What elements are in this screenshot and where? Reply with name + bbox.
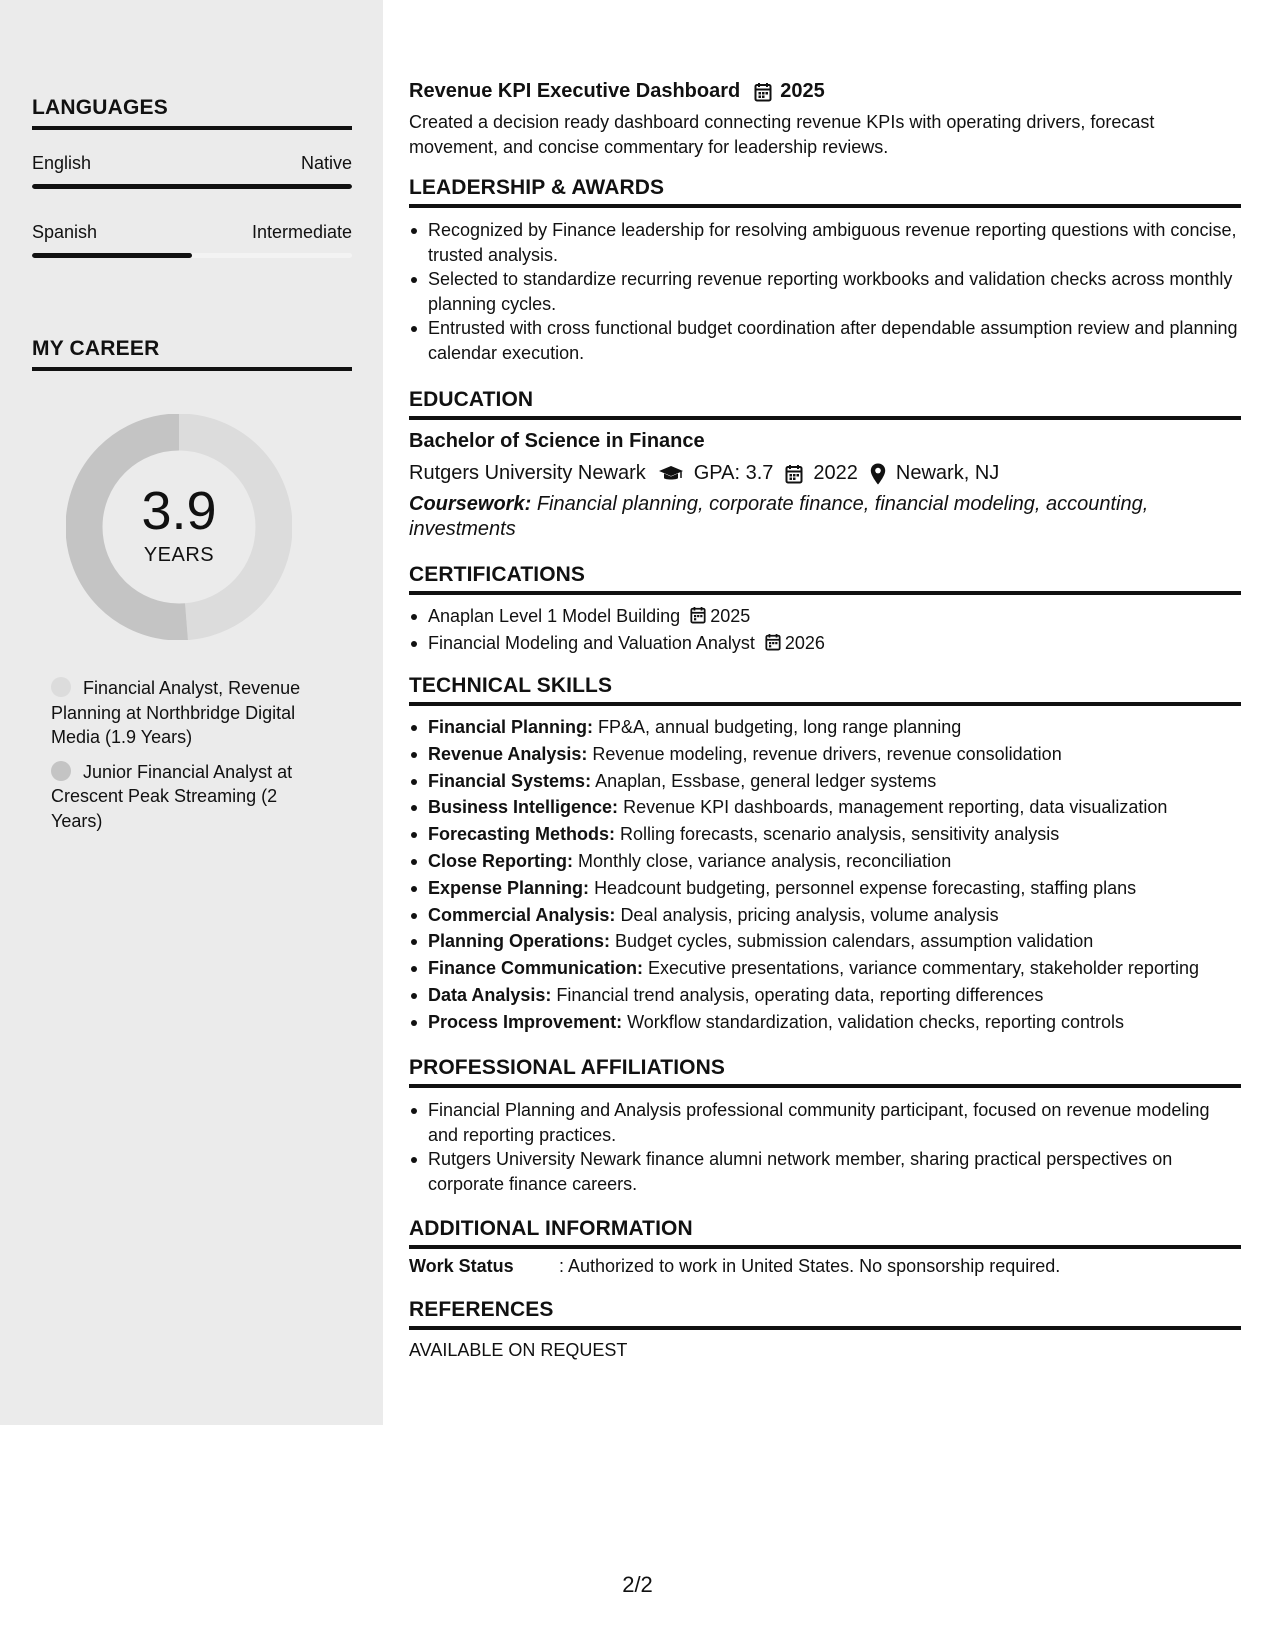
list-item: Selected to standardize recurring revenue reporting workbooks and validation checks across monthly planning cycles.: [409, 267, 1241, 316]
language-proficiency-bar: [32, 253, 352, 258]
page-number: 2/2: [622, 1572, 653, 1597]
language-proficiency-bar: [32, 184, 352, 189]
additional-info-heading: ADDITIONAL INFORMATION: [409, 1217, 1241, 1249]
skill-value: Rolling forecasts, scenario analysis, sensitivity analysis: [620, 824, 1060, 845]
legend-dot-icon: [51, 677, 71, 697]
certifications-list: [409, 604, 1241, 655]
career-legend-item: [51, 676, 321, 750]
location-pin-icon: [870, 463, 886, 485]
skill-label: Close Reporting:: [428, 850, 574, 871]
career-total-years: 3.9: [141, 480, 217, 541]
project-title-line: [409, 80, 825, 103]
list-item: [409, 982, 1241, 1009]
certification-name: Anaplan Level 1 Model Building: [428, 606, 681, 626]
list-item: [409, 902, 1241, 929]
skill-label: Financial Systems:: [428, 770, 592, 791]
skill-value: Headcount budgeting, personnel expense forecasting, staffing plans: [594, 877, 1137, 898]
references-heading: REFERENCES: [409, 1298, 1241, 1330]
leadership-list: [409, 218, 1241, 365]
list-item: [409, 928, 1241, 955]
languages-rule: [32, 126, 352, 130]
career-rule: [32, 367, 352, 371]
list-item: [409, 848, 1241, 875]
school-name: Rutgers University Newark: [409, 462, 646, 484]
language-row: [32, 153, 352, 174]
list-item: [409, 875, 1241, 902]
list-item: [409, 821, 1241, 848]
references-text: AVAILABLE ON REQUEST: [409, 1340, 628, 1360]
skill-label: Expense Planning:: [428, 877, 590, 898]
skill-value: FP&A, annual budgeting, long range planning: [598, 717, 962, 737]
skill-label: Finance Communication:: [428, 958, 644, 979]
skill-label: Business Intelligence:: [428, 797, 619, 818]
list-item: [409, 768, 1241, 795]
certification-year: 2026: [784, 632, 825, 653]
career-years-unit: YEARS: [143, 543, 215, 566]
list-item: [409, 631, 1241, 656]
list-item: [409, 1009, 1241, 1036]
career-legend-label: Financial Analyst, Revenue Planning at Northbridge Digital Media (1.9 Years): [51, 678, 301, 747]
project-year: 2025: [780, 80, 825, 102]
skill-value: Executive presentations, variance commentary, stakeholder reporting: [648, 958, 1199, 979]
school-location: Newark, NJ: [895, 462, 1000, 484]
work-status-label: Work Status: [409, 1256, 514, 1276]
affiliations-list: [409, 1098, 1241, 1196]
project-title: Revenue KPI Executive Dashboard: [409, 80, 741, 102]
work-status: [409, 1256, 1060, 1277]
calendar-icon: [785, 464, 803, 484]
list-item: [409, 741, 1241, 768]
calendar-icon: [690, 606, 706, 624]
skills-list: [409, 714, 1241, 1036]
career-legend-item: [51, 760, 321, 834]
career-legend-label: Junior Financial Analyst at Crescent Peak Streaming (2 Years): [51, 761, 293, 831]
list-item: Rutgers University Newark finance alumni network member, sharing practical perspectives on corporate finance careers.: [409, 1147, 1241, 1196]
language-proficiency-fill: [32, 184, 352, 189]
graduation-year: 2022: [813, 462, 858, 484]
list-item: [409, 604, 1241, 629]
education-heading: EDUCATION: [409, 388, 1241, 420]
leadership-heading: LEADERSHIP & AWARDS: [409, 176, 1241, 208]
sidebar: [0, 0, 383, 1425]
skill-value: Deal analysis, pricing analysis, volume analysis: [620, 904, 999, 925]
skill-value: Anaplan, Essbase, general ledger systems: [595, 770, 937, 791]
coursework-text: Financial planning, corporate finance, financial modeling, accounting, investments: [409, 493, 1149, 540]
skill-label: Forecasting Methods:: [428, 824, 616, 845]
certification-name: Financial Modeling and Valuation Analyst: [428, 632, 755, 653]
skill-value: Budget cycles, submission calendars, assumption validation: [615, 931, 1094, 952]
language-row: [32, 222, 352, 243]
skill-label: Financial Planning:: [428, 717, 594, 737]
language-name: English: [32, 153, 92, 173]
language-level: Intermediate: [251, 222, 352, 242]
gpa: GPA: 3.7: [693, 462, 774, 484]
skill-label: Process Improvement:: [428, 1011, 623, 1032]
coursework: [409, 492, 1169, 541]
degree-title: Bachelor of Science in Finance: [409, 430, 705, 452]
education-details: [409, 462, 999, 485]
skill-label: Commercial Analysis:: [428, 904, 616, 925]
skill-value: Revenue KPI dashboards, management reporting, data visualization: [623, 797, 1168, 818]
skill-label: Data Analysis:: [428, 984, 552, 1005]
list-item: Financial Planning and Analysis professional community participant, focused on revenue modeling and reporting practices.: [409, 1098, 1241, 1147]
graduation-cap-icon: [658, 465, 684, 483]
skill-value: Workflow standardization, validation checks, reporting controls: [627, 1011, 1125, 1032]
skill-value: Monthly close, variance analysis, reconciliation: [578, 850, 952, 871]
coursework-label: Coursework:: [409, 493, 532, 515]
work-status-value: : Authorized to work in United States. No sponsorship required.: [559, 1256, 1061, 1276]
career-donut-chart: [66, 414, 292, 640]
list-item: Recognized by Finance leadership for resolving ambiguous revenue reporting questions with concise, trusted analysis.: [409, 218, 1241, 267]
certification-year: 2025: [710, 606, 751, 626]
list-item: [409, 714, 1241, 741]
language-proficiency-fill: [32, 253, 192, 258]
list-item: Entrusted with cross functional budget coordination after dependable assumption review and planning calendar execution.: [409, 316, 1241, 365]
list-item: [409, 955, 1241, 982]
list-item: [409, 794, 1241, 821]
language-name: Spanish: [32, 222, 98, 242]
skill-value: Financial trend analysis, operating data, reporting differences: [556, 984, 1044, 1005]
project-description: Created a decision ready dashboard connecting revenue KPIs with operating drivers, forecast movement, and concise commentary for leadership reviews.: [409, 112, 1155, 157]
skill-value: Revenue modeling, revenue drivers, revenue consolidation: [592, 743, 1062, 764]
affiliations-heading: PROFESSIONAL AFFILIATIONS: [409, 1056, 1241, 1088]
language-level: Native: [300, 153, 352, 173]
skill-label: Planning Operations:: [428, 931, 611, 952]
skill-label: Revenue Analysis:: [428, 743, 588, 764]
calendar-icon: [754, 82, 772, 102]
career-donut-center: [66, 414, 292, 640]
languages-heading: LANGUAGES: [32, 96, 168, 119]
certifications-heading: CERTIFICATIONS: [409, 563, 1241, 595]
skills-heading: TECHNICAL SKILLS: [409, 674, 1241, 706]
career-legend: [51, 676, 321, 843]
calendar-icon: [765, 633, 781, 651]
career-heading: MY CAREER: [32, 337, 160, 360]
legend-dot-icon: [51, 761, 71, 781]
